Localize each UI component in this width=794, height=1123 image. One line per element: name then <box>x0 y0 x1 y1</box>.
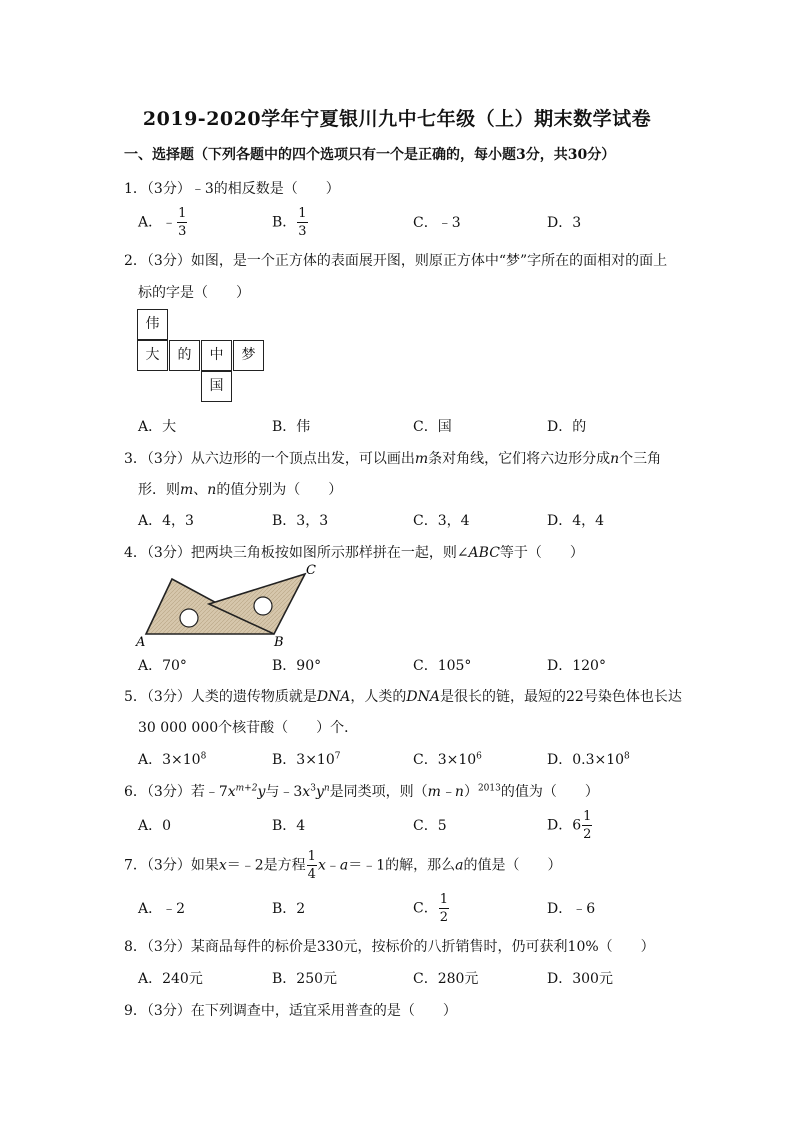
q1-option-c: C．﹣3 <box>413 215 461 231</box>
exponent: 7 <box>334 751 341 762</box>
variable-a: a <box>455 857 464 874</box>
q8-option-a: A．240元 <box>138 971 203 987</box>
numerator: 1 <box>178 206 187 221</box>
q5-option-c <box>413 749 482 769</box>
left-hole <box>180 609 198 627</box>
q2-option-b: B．伟 <box>272 419 311 435</box>
text: B．3×10 <box>272 752 335 768</box>
text: ＝﹣1的解，那么 <box>348 857 456 874</box>
q5-option-a <box>138 749 206 769</box>
text: D．0.3×10 <box>547 752 625 768</box>
exponent: 8 <box>624 751 630 762</box>
question-6 <box>124 781 599 801</box>
question-3-line-2 <box>138 479 342 499</box>
q1-option-a-fraction <box>177 207 187 238</box>
text: 6．（3分）若﹣7 <box>124 784 228 800</box>
text: ＝﹣2是方程 <box>226 857 306 874</box>
variable-a: a <box>339 857 349 874</box>
q6-option-d-fraction <box>582 810 592 841</box>
denominator: 2 <box>439 910 448 925</box>
net-cell: 伟 <box>137 309 168 340</box>
cube-net-figure <box>137 309 265 403</box>
q3-option-a: A．4，3 <box>138 513 194 529</box>
text: 3．（3分）从六边形的一个顶点出发，可以画出 <box>124 451 415 467</box>
text: 个三角 <box>619 451 662 467</box>
q4-option-c: C．105° <box>413 658 472 674</box>
q8-option-b: B．250元 <box>272 971 338 987</box>
text: 的值为（ ） <box>500 784 599 800</box>
q8-option-d: D．300元 <box>547 971 613 987</box>
q6-option-b: B．4 <box>272 818 306 834</box>
label-c: C <box>306 563 316 578</box>
text: 、 <box>193 482 208 498</box>
numerator: 1 <box>439 892 448 907</box>
text: 是很长的链，最短的22号染色体也长达 <box>440 689 682 705</box>
q3-option-d: D．4，4 <box>547 513 605 529</box>
variable-x: x <box>218 857 227 874</box>
q1-option-d: D．3 <box>547 215 582 231</box>
numerator: 1 <box>298 206 307 221</box>
numerator: 1 <box>307 849 316 864</box>
variable-x: x <box>317 857 326 874</box>
question-8: 8．（3分）某商品每件的标价是330元，按标价的八折销售时，仍可获利10%（ ） <box>124 939 655 955</box>
text: 5．（3分）人类的遗传物质就是 <box>124 689 317 705</box>
q1-option-b-label: B． <box>272 214 297 231</box>
expression: m﹣n <box>427 784 464 800</box>
q7-option-b: B．2 <box>272 901 306 917</box>
question-5-line-2: 30 000 000个核苷酸（ ）个． <box>138 720 359 736</box>
text: 等于（ ） <box>499 545 584 561</box>
text: 形．则 <box>138 482 180 498</box>
net-cell: 的 <box>169 340 200 371</box>
q6-option-a: A．0 <box>138 818 172 834</box>
net-cell: 梦 <box>233 340 264 371</box>
text: ，人类的 <box>350 689 407 705</box>
variable-y: y <box>257 784 266 800</box>
variable-x: x <box>302 784 311 800</box>
exponent: n <box>323 783 330 794</box>
denominator: 3 <box>178 224 187 239</box>
text: D．6 <box>547 817 582 834</box>
label-b: B <box>274 635 284 650</box>
exponent: 3 <box>310 783 316 794</box>
q5-option-b <box>272 749 340 769</box>
section-heading: 一、选择题（下列各题中的四个选项只有一个是正确的，每小题3分，共30分） <box>124 147 616 163</box>
q3-option-c: C．3，4 <box>413 513 470 529</box>
exponent: 8 <box>200 751 207 762</box>
text: C．3×10 <box>413 752 477 768</box>
variable-n: n <box>610 451 620 467</box>
q1-option-b <box>272 207 309 238</box>
q7-option-d: D．﹣6 <box>547 901 596 917</box>
angle-name: ABC <box>468 545 500 561</box>
q1-option-b-fraction <box>297 207 307 238</box>
q4-option-b: B．90° <box>272 658 322 674</box>
right-hole <box>254 597 272 615</box>
triangle-rulers-figure <box>134 562 324 652</box>
q8-option-c: C．280元 <box>413 971 479 987</box>
text: 是同类项，则（ <box>329 784 428 800</box>
q1-option-a-label: A．﹣ <box>138 214 177 231</box>
denominator: 4 <box>307 867 316 882</box>
page-title: 2019-2020学年宁夏银川九中七年级（上）期末数学试卷 <box>142 108 652 130</box>
text: ﹣ <box>325 857 340 874</box>
q6-option-d <box>547 810 593 841</box>
variable-x: x <box>227 784 236 800</box>
variable-m: m <box>414 451 429 467</box>
text: 4．（3分）把两块三角板按如图所示那样拼在一起，则∠ <box>124 545 469 561</box>
variable-m: m <box>180 482 194 498</box>
question-7 <box>124 850 561 881</box>
text: C． <box>413 900 438 917</box>
q7-option-c <box>413 893 450 924</box>
q1-option-a <box>138 207 188 238</box>
text: 与﹣3 <box>265 784 303 800</box>
label-a: A <box>136 635 146 650</box>
question-1: 1．（3分）﹣3的相反数是（ ） <box>124 181 340 197</box>
variable-n: n <box>207 482 217 498</box>
question-3-line-1 <box>124 448 661 468</box>
variable-y: y <box>315 784 324 800</box>
denominator: 3 <box>298 224 307 239</box>
exponent: 2013 <box>477 783 501 794</box>
exponent: 6 <box>476 751 482 762</box>
numerator: 1 <box>583 809 592 824</box>
net-cell: 大 <box>137 340 168 371</box>
exponent: m+2 <box>235 783 258 794</box>
text: ） <box>463 784 478 800</box>
q7-fraction <box>307 850 317 881</box>
dna-term: DNA <box>316 689 351 705</box>
net-cell: 国 <box>201 371 232 402</box>
q2-option-c: C．国 <box>413 419 452 435</box>
text: 条对角线，它们将六边形分成 <box>428 451 611 467</box>
question-4 <box>124 542 584 562</box>
q4-option-a: A．70° <box>138 658 187 674</box>
q5-option-d <box>547 749 630 769</box>
denominator: 2 <box>583 827 592 842</box>
q7-option-a: A．﹣2 <box>138 901 186 917</box>
q7-option-c-fraction <box>439 893 449 924</box>
question-5-line-1 <box>124 686 682 706</box>
text: 的值分别为（ ） <box>216 482 343 498</box>
q4-option-d: D．120° <box>547 658 606 674</box>
q6-option-c: C．5 <box>413 818 447 834</box>
q2-option-a: A．大 <box>138 419 177 435</box>
text: 的值是（ ） <box>463 857 562 874</box>
text: A．3×10 <box>138 752 201 768</box>
question-9: 9．（3分）在下列调查中，适宜采用普查的是（ ） <box>124 1003 457 1019</box>
q3-option-b: B．3，3 <box>272 513 329 529</box>
question-2-line-2: 标的字是（ ） <box>138 285 250 301</box>
net-cell: 中 <box>201 340 232 371</box>
dna-term: DNA <box>406 689 441 705</box>
q2-option-d: D．的 <box>547 419 587 435</box>
text: 7．（3分）如果 <box>124 857 219 874</box>
question-2-line-1: 2．（3分）如图，是一个正方体的表面展开图，则原正方体中“梦”字所在的面相对的面上 <box>124 253 668 269</box>
